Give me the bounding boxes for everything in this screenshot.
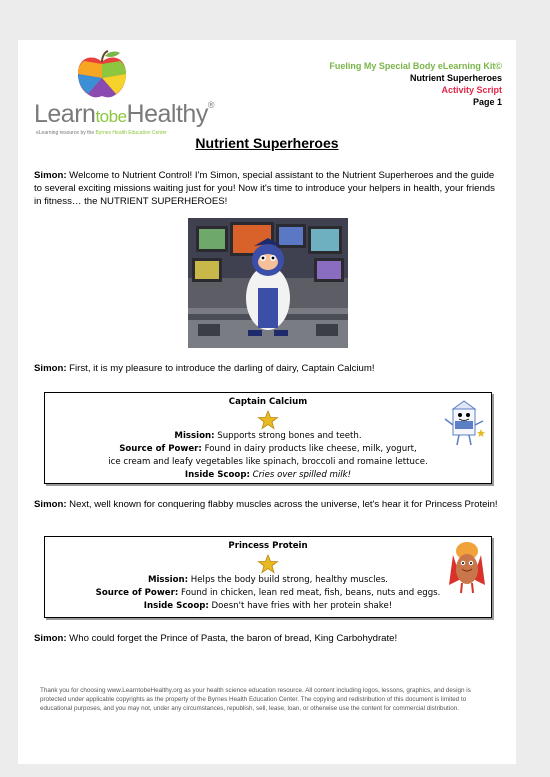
hero-name: Captain Calcium (228, 397, 308, 407)
document-page (18, 40, 516, 764)
document-type: Activity Script (441, 85, 502, 95)
speaker-label: Simon: (34, 170, 67, 181)
speaker-label: Simon: (34, 363, 67, 374)
kit-name: Fueling My Special Body eLearning Kit© (329, 61, 502, 71)
intro-paragraph: Simon: Welcome to Nutrient Control! I'm Simon, special assistant to the Nutrient Superheroes and the guide to several exciting missions waiting just for you! Now it's time to introduce your helpers in health, your friends in fitness… the NUTRIENT SUPERHEROES! (34, 170, 495, 207)
calcium-intro-line: Simon: First, it is my pleasure to introduce the darling of dairy, Captain Calcium! (34, 363, 375, 374)
logo-tagline: eLearning resource by the Byrnes Health Education Center (36, 130, 167, 136)
simon-control-room-illustration (188, 218, 348, 348)
star-icon (257, 410, 279, 430)
document-header (329, 60, 502, 108)
milk-carton-character-icon (443, 399, 485, 449)
speaker-label: Simon: (34, 633, 67, 644)
learn-to-be-healthy-logo (34, 50, 214, 142)
captain-calcium-card: Captain Calcium Mission: Supports strong bones and teeth. Source of Power: Found in dairy products like cheese, milk, yogurt, ice cream and leafy vegetables like spinach, broccoli and romaine lettuce. Inside Scoop: Cries over spilled milk! (44, 392, 492, 484)
logo-wordmark: LearntobeHealthy® (34, 100, 214, 128)
page-number: Page 1 (472, 97, 502, 107)
apple-logo-icon (72, 50, 132, 102)
egg-princess-character-icon (447, 539, 487, 595)
star-icon (257, 554, 279, 574)
page-title: Nutrient Superheroes (195, 135, 339, 151)
copyright-footer: Thank you for choosing www.LearntobeHealthy.org as your health science education resource. All content including logos, lessons, graphics, and design is protected under applicable copyrights as the property of the Byrnes Health Education Center. The copying and redistribution of this document is limited to educational purposes, and you may not, under any circumstances, republish, sell, lease, loan, or otherwise use the content for commercial distribution. (40, 687, 471, 712)
protein-intro-line: Simon: Next, well known for conquering flabby muscles across the universe, let's hear it for Princess Protein! (34, 499, 498, 510)
carbohydrate-intro-line: Simon: Who could forget the Prince of Pasta, the baron of bread, King Carbohydrate! (34, 633, 398, 644)
speaker-label: Simon: (34, 499, 67, 510)
hero-name: Princess Protein (228, 541, 308, 551)
princess-protein-card: Princess Protein Mission: Helps the body build strong, healthy muscles. Source of Power: Found in chicken, lean red meat, fish, beans, nuts and eggs. Inside Scoop: Doesn't have fries with her protein shake! (44, 536, 492, 618)
subject-name: Nutrient Superheroes (409, 73, 502, 83)
